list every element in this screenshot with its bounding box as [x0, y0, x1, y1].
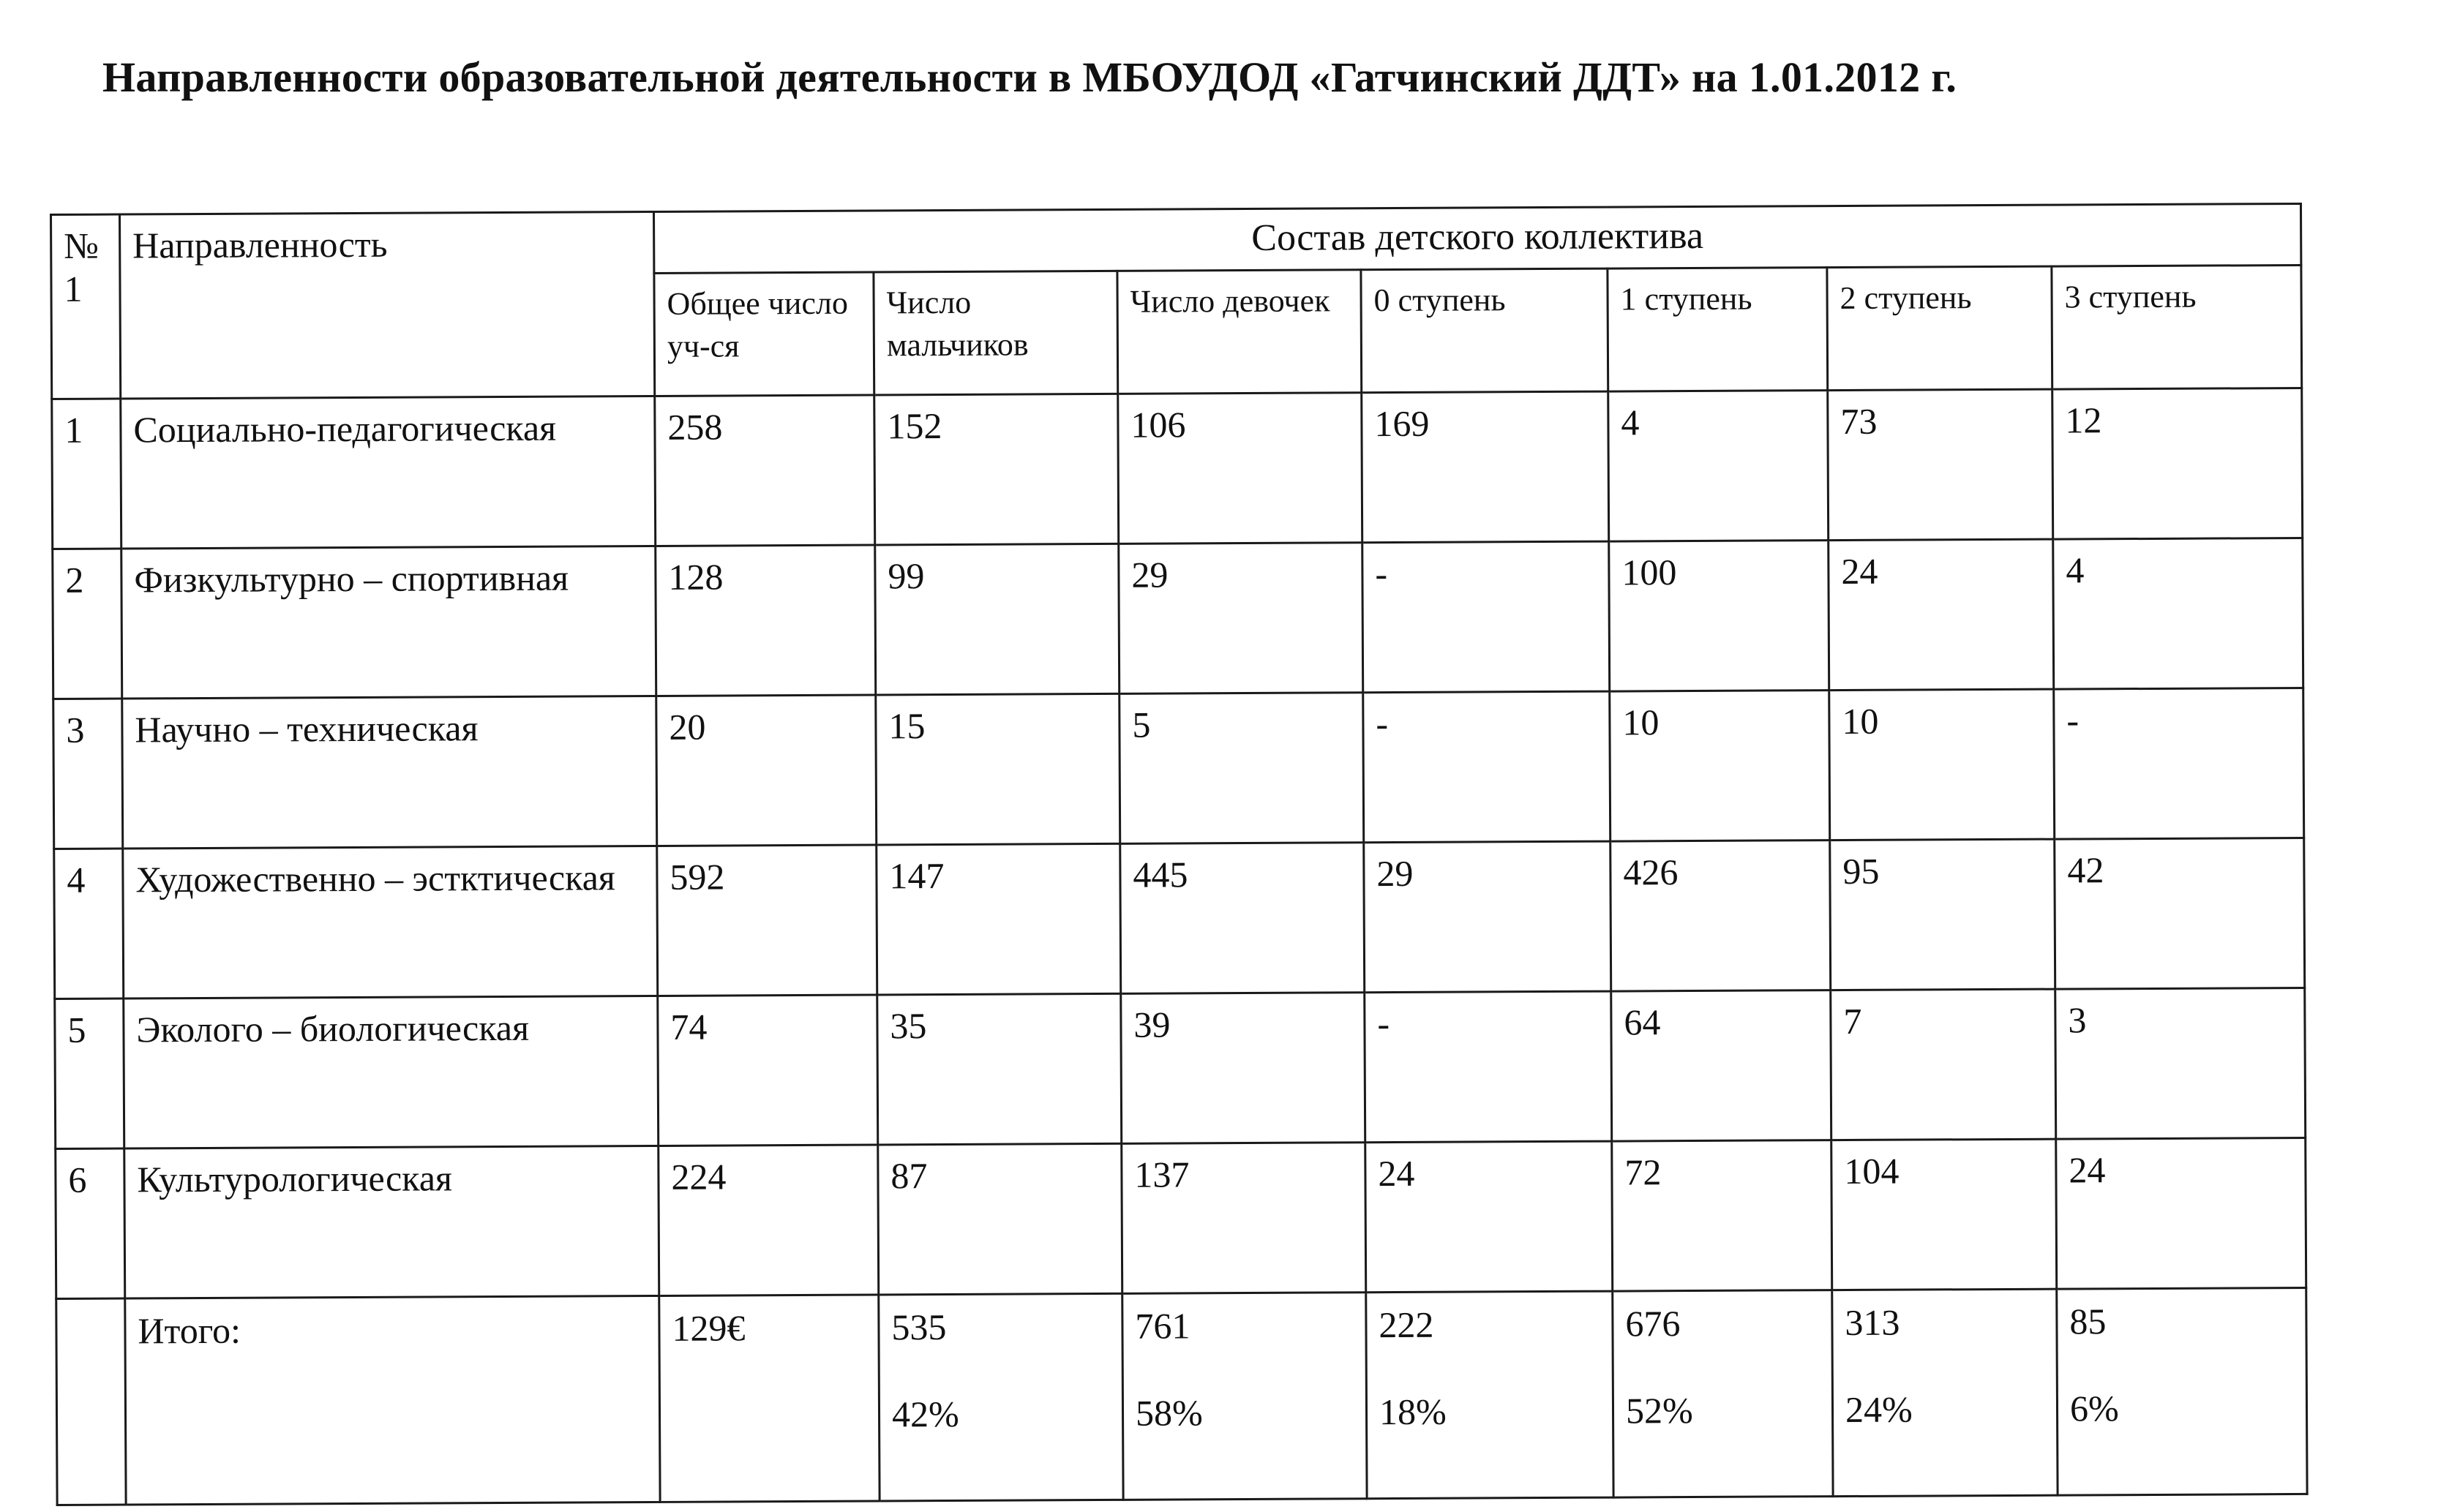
cell-stage-3: 4	[2053, 538, 2303, 690]
total-girls-percent: 58%	[1135, 1392, 1203, 1434]
cell-boys: 147	[877, 844, 1121, 996]
cell-stage-1: 426	[1610, 840, 1831, 991]
cell-total: 128	[656, 545, 876, 696]
cell-stage-1: 64	[1611, 990, 1831, 1141]
cell-stage-0: 29	[1364, 841, 1611, 993]
cell-stage-2: 95	[1830, 839, 2055, 990]
header-stage-1: 1 ступень	[1608, 268, 1828, 391]
total-stage-2	[1832, 1289, 2058, 1496]
header-num: № 1	[51, 214, 121, 399]
cell-girls: 39	[1121, 993, 1365, 1144]
cell-boys: 87	[878, 1144, 1122, 1295]
table-row	[53, 538, 2303, 699]
cell-boys: 99	[875, 544, 1120, 696]
data-table	[50, 203, 2309, 1506]
cell-girls: 106	[1118, 393, 1362, 544]
total-row	[56, 1288, 2307, 1505]
header-direction: Направленность	[120, 211, 655, 399]
total-stage-1	[1613, 1290, 1833, 1497]
header-group: Состав детского коллектива	[653, 203, 2300, 273]
cell-stage-0: 24	[1365, 1141, 1613, 1293]
total-students: 129€	[659, 1295, 880, 1502]
total-girls	[1122, 1293, 1367, 1500]
cell-boys: 35	[877, 994, 1122, 1146]
cell-stage-2: 104	[1831, 1139, 2057, 1290]
total-stage-3	[2057, 1288, 2307, 1496]
cell-stage-2: 73	[1828, 389, 2053, 540]
total-girls-count: 761	[1135, 1305, 1190, 1347]
cell-stage-0: -	[1362, 541, 1610, 693]
total-boys-percent: 42%	[891, 1393, 959, 1435]
cell-stage-3: -	[2054, 688, 2304, 840]
row-direction: Социально-педагогическая	[121, 396, 656, 549]
table-row	[56, 1138, 2306, 1299]
row-direction: Культурологическая	[124, 1146, 659, 1299]
cell-stage-1: 4	[1608, 391, 1829, 541]
table-row	[53, 688, 2304, 849]
header-stage-3: 3 ступень	[2052, 266, 2302, 390]
cell-girls: 5	[1120, 693, 1364, 844]
row-num: 2	[53, 549, 122, 699]
table-row	[55, 988, 2306, 1149]
cell-boys: 152	[874, 394, 1119, 546]
cell-stage-2: 10	[1829, 689, 2055, 840]
page-title: Направленности образовательной деятельности в МБОУДОД «Гатчинский ДДТ» на 1.01.2012 г.	[102, 53, 1957, 101]
cell-girls: 29	[1119, 543, 1363, 694]
table-row	[52, 388, 2303, 549]
cell-total: 592	[657, 845, 877, 996]
cell-boys: 15	[876, 694, 1120, 846]
total-label: Итого:	[125, 1296, 660, 1505]
header-row-1	[51, 203, 2301, 276]
total-stage-1-percent: 52%	[1625, 1390, 1693, 1432]
total-stage-3-percent: 6%	[2069, 1388, 2119, 1429]
cell-stage-1: 72	[1612, 1140, 1832, 1291]
cell-girls: 445	[1120, 843, 1365, 994]
cell-stage-0: -	[1365, 991, 1612, 1143]
header-boys: Число мальчиков	[874, 271, 1118, 396]
cell-total: 224	[659, 1145, 879, 1295]
cell-total: 74	[658, 995, 878, 1146]
row-direction: Физкультурно – спортивная	[121, 546, 656, 699]
row-direction: Художественно – эстктическая	[123, 846, 658, 999]
total-row-num	[56, 1298, 126, 1505]
header-total-students: Общее число уч-ся	[654, 272, 874, 396]
table-row	[54, 838, 2305, 999]
row-num: 5	[55, 998, 124, 1148]
row-direction: Научно – техническая	[122, 696, 657, 849]
total-stage-1-count: 676	[1625, 1303, 1681, 1344]
cell-stage-3: 24	[2056, 1138, 2306, 1290]
row-num: 3	[53, 699, 123, 849]
cell-total: 258	[655, 395, 875, 546]
header-stage-2: 2 ступень	[1827, 266, 2052, 390]
cell-stage-1: 10	[1610, 691, 1830, 841]
cell-stage-1: 100	[1609, 541, 1829, 691]
row-num: 1	[52, 399, 121, 549]
cell-stage-0: 169	[1362, 391, 1609, 543]
total-boys	[879, 1294, 1123, 1502]
cell-stage-2: 7	[1831, 989, 2056, 1140]
total-stage-0-percent: 18%	[1379, 1391, 1447, 1433]
total-stage-2-percent: 24%	[1845, 1388, 1913, 1431]
cell-stage-3: 42	[2055, 838, 2305, 990]
cell-stage-3: 12	[2052, 388, 2303, 540]
row-num: 6	[56, 1148, 125, 1298]
header-girls: Число девочек	[1117, 270, 1362, 394]
row-direction: Эколого – биологическая	[124, 996, 659, 1149]
cell-stage-3: 3	[2055, 988, 2306, 1140]
total-stage-3-count: 85	[2069, 1301, 2107, 1342]
header-stage-0: 0 ступень	[1361, 268, 1608, 393]
cell-stage-0: -	[1363, 691, 1610, 843]
total-stage-0	[1366, 1291, 1613, 1499]
total-boys-count: 535	[891, 1306, 947, 1348]
cell-stage-2: 24	[1829, 539, 2054, 690]
cell-total: 20	[656, 695, 877, 846]
total-stage-2-count: 313	[1845, 1302, 1900, 1344]
cell-girls: 137	[1122, 1143, 1366, 1294]
row-num: 4	[54, 849, 124, 998]
total-stage-0-count: 222	[1379, 1304, 1434, 1346]
